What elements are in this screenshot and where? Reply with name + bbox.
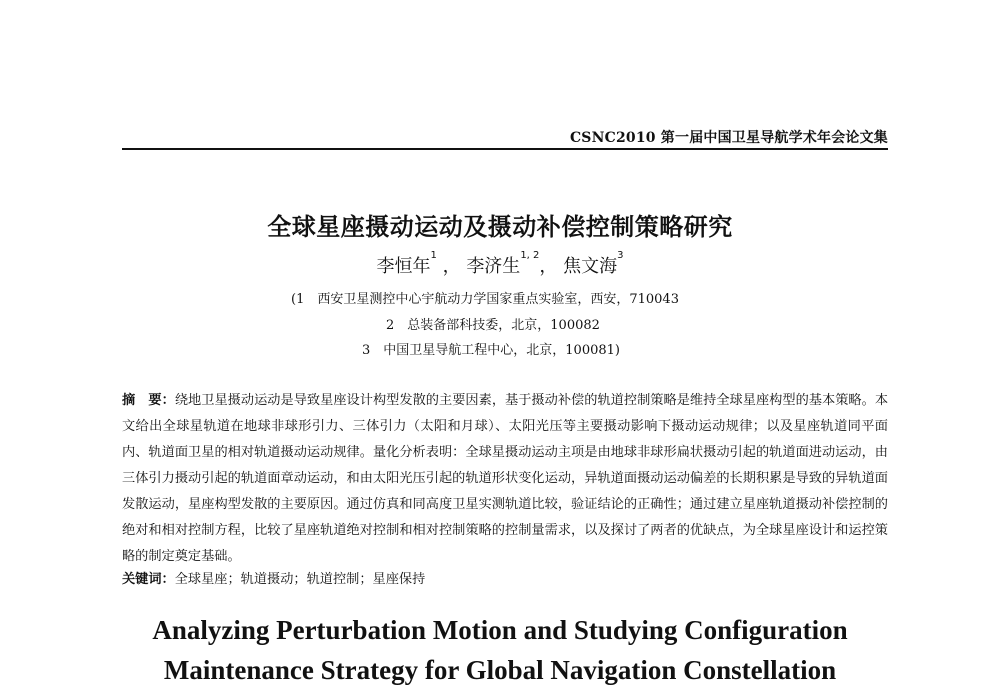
- chinese-title: 全球星座摄动运动及摄动补偿控制策略研究: [267, 213, 733, 241]
- author-affiliation-mark: 1: [430, 250, 437, 261]
- author-separator: ，: [539, 256, 558, 277]
- running-head: CSNC2010 第一届中国卫星导航学术年会论文集: [569, 130, 888, 146]
- abstract-label: 摘 要：: [122, 393, 175, 408]
- english-title-line: Maintenance Strategy for Global Navigation Constellation: [163, 655, 837, 685]
- author-affiliation-mark: 3: [617, 250, 624, 261]
- keywords-text: 全球星座；轨道摄动；轨道控制；星座保持: [174, 572, 426, 587]
- author-affiliation-mark: 1, 2: [520, 250, 540, 261]
- author-name: 李济生: [466, 256, 521, 277]
- keywords-label: 关键词：: [122, 572, 175, 587]
- affiliation-line: 2 总装备部科技委，北京，100082: [386, 318, 600, 333]
- abstract: [122, 388, 888, 570]
- abstract-text: 绕地卫星摄动运动是导致星座设计构型发散的主要因素，基于摄动补偿的轨道控制策略是维持全球星座构型的基本策略。本文给出全球星轨道在地球非球形引力、三体引力（太阳和月球）、太阳光压等主要摄动影响下摄动运动规律；以及星座轨道同平面内、轨道面卫星的相对轨道摄动运动规律。量化分析表明：全球星摄动运动主项是由地球非球形扁状摄动引起的轨道面进动运动，由三体引力摄动引起的轨道面章动运动，和由太阳光压引起的轨道形状变化运动，异轨道面摄动运动偏差的长期积累是导致的异轨道面发散运动，星座构型发散的主要原因。通过仿真和同高度卫星实测轨道比较，验证结论的正确性；通过建立星座轨道摄动补偿控制的绝对和相对控制方程，比较了星座轨道绝对控制和相对控制策略的控制量需求，以及探讨了两者的优缺点，为全球星座设计和运控策略的制定奠定基础。: [122, 393, 889, 564]
- affiliation-line: (1 西安卫星测控中心宇航动力学国家重点实验室，西安，710043: [291, 292, 679, 307]
- author-separator: ，: [442, 256, 461, 277]
- keywords: [122, 570, 888, 590]
- author-name: 焦文海: [563, 256, 618, 277]
- affiliation-line: 3 中国卫星导航工程中心，北京，100081): [362, 343, 620, 358]
- header-rule: [122, 148, 888, 150]
- english-title: [0, 610, 1000, 690]
- english-title-line: Analyzing Perturbation Motion and Studying Configuration: [152, 615, 848, 645]
- author-name: 李恒年: [376, 256, 431, 277]
- author-list: [0, 252, 1000, 278]
